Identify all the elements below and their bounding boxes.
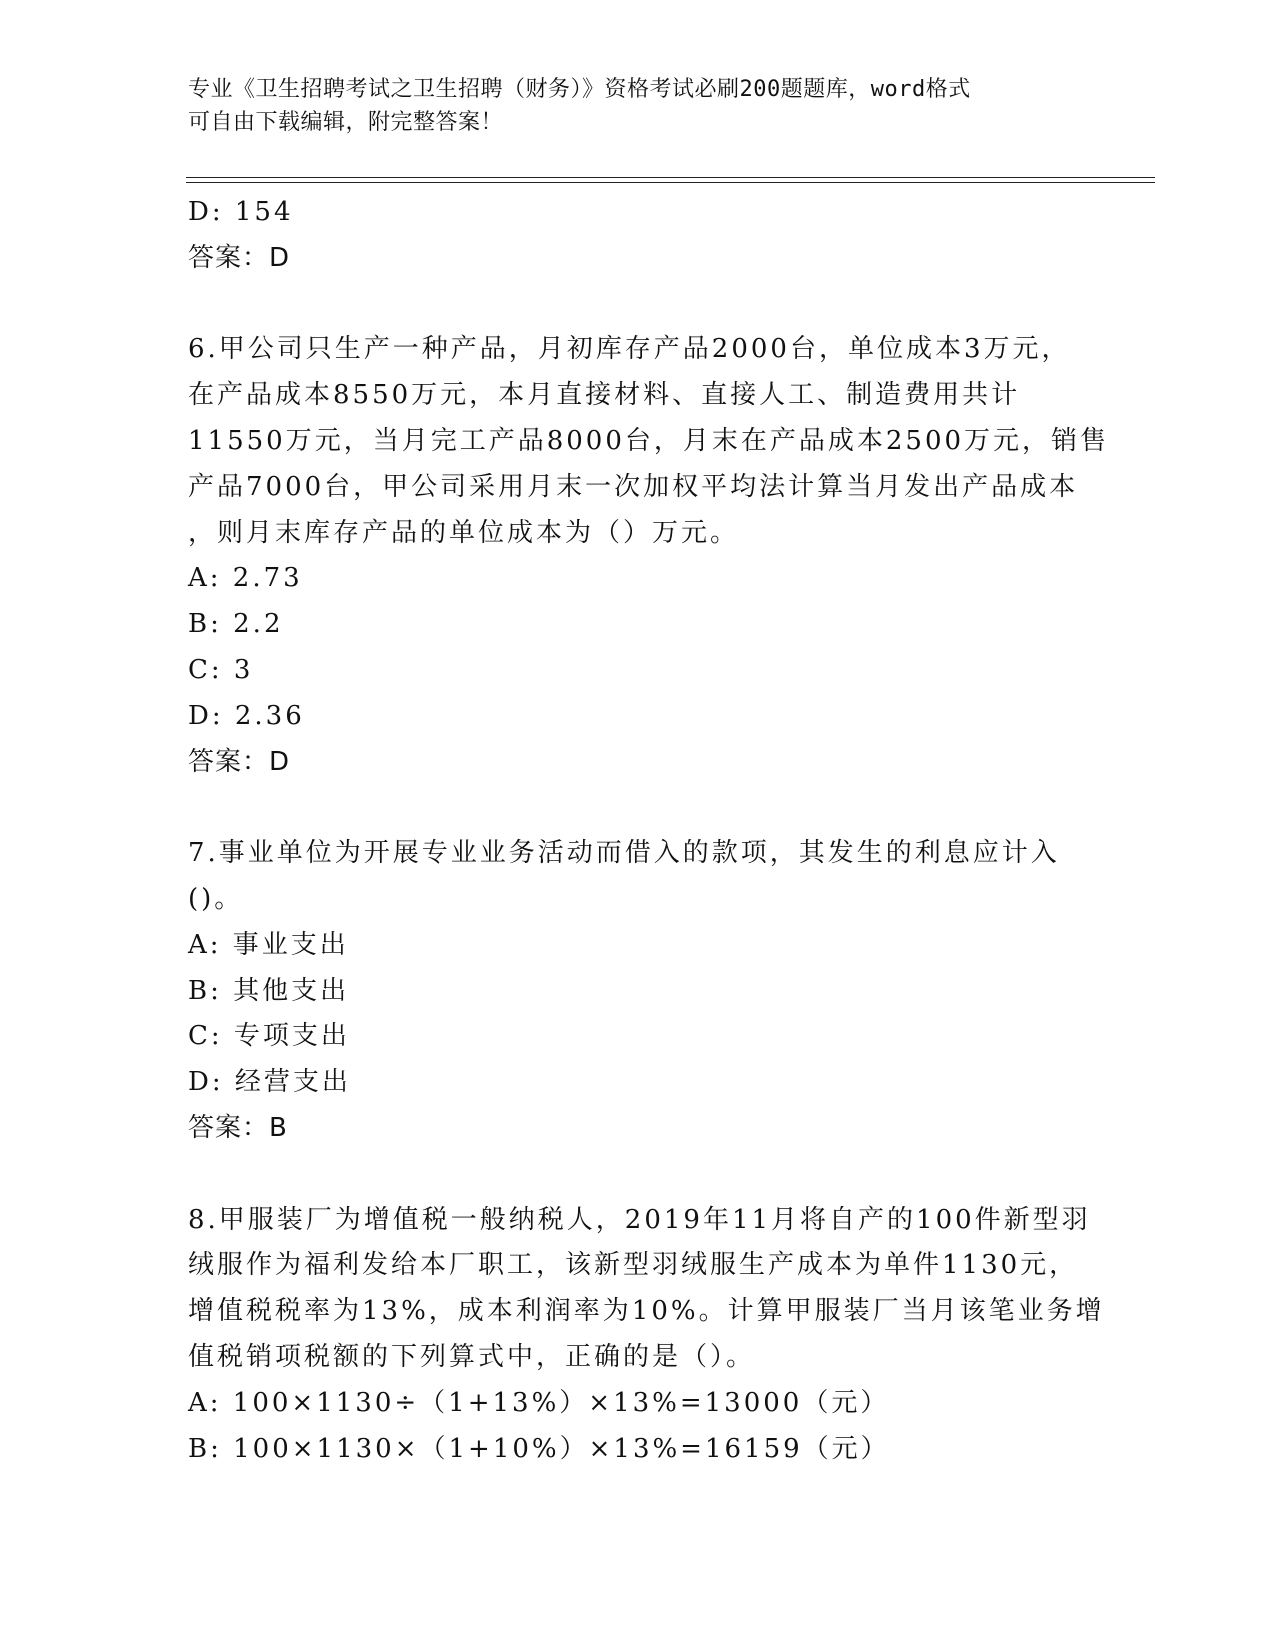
header-divider-top bbox=[186, 177, 1155, 178]
option-d: D: 经营支出 bbox=[188, 1067, 351, 1098]
option-a: A: 事业支出 bbox=[188, 929, 349, 960]
question-text-line: 11550万元，当月完工产品8000台，月末在产品成本2500万元，销售 bbox=[188, 425, 1110, 456]
question-8 bbox=[188, 1198, 1105, 1473]
option-c: C: 3 bbox=[188, 654, 254, 685]
answer-line: 答案：D bbox=[188, 242, 291, 273]
spacer bbox=[188, 1152, 1088, 1198]
question-text-line: ，则月末库存产品的单位成本为（）万元。 bbox=[188, 517, 740, 548]
question-6 bbox=[188, 327, 1110, 785]
question-text-line: 8.甲服装厂为增值税一般纳税人，2019年11月将自产的100件新型羽 bbox=[188, 1204, 1091, 1235]
question-5-tail bbox=[188, 190, 1088, 282]
header-divider-bottom bbox=[186, 182, 1155, 183]
option-a: A: 100×1130÷（1+13%）×13%=13000（元） bbox=[188, 1387, 890, 1418]
document-header bbox=[188, 73, 1068, 139]
option-c: C: 专项支出 bbox=[188, 1021, 350, 1052]
question-text-line: 7.事业单位为开展专业业务活动而借入的款项，其发生的利息应计入 bbox=[188, 838, 1060, 869]
question-text-line: 在产品成本8550万元，本月直接材料、直接人工、制造费用共计 bbox=[188, 380, 1021, 411]
header-title-line-2: 可自由下载编辑，附完整答案！ bbox=[188, 110, 504, 135]
question-text-line: 增值税税率为13%，成本利润率为10%。计算甲服装厂当月该笔业务增 bbox=[188, 1296, 1105, 1327]
question-7 bbox=[188, 831, 1088, 1152]
option-b: B: 其他支出 bbox=[188, 975, 350, 1006]
question-text-line: 6.甲公司只生产一种产品，月初库存产品2000台，单位成本3万元， bbox=[188, 334, 1071, 365]
answer-line: 答案：B bbox=[188, 1112, 288, 1143]
header-title-line-1: 专业《卫生招聘考试之卫生招聘（财务）》资格考试必刷200题题库，word格式 bbox=[188, 77, 971, 102]
spacer bbox=[188, 785, 1088, 831]
option-b: B: 100×1130×（1+10%）×13%=16159（元） bbox=[188, 1433, 890, 1464]
question-content bbox=[188, 190, 1110, 1472]
option-d: D: 154 bbox=[188, 197, 294, 227]
option-d: D: 2.36 bbox=[188, 700, 305, 731]
question-text-line: 绒服作为福利发给本厂职工，该新型羽绒服生产成本为单件1130元， bbox=[188, 1250, 1079, 1281]
answer-line: 答案：D bbox=[188, 746, 291, 777]
question-text-line: 值税销项税额的下列算式中，正确的是（）。 bbox=[188, 1341, 756, 1372]
spacer bbox=[188, 282, 1088, 328]
question-text-line: ()。 bbox=[188, 883, 244, 914]
question-text-line: 产品7000台，甲公司采用月末一次加权平均法计算当月发出产品成本 bbox=[188, 471, 1079, 502]
option-b: B: 2.2 bbox=[188, 609, 284, 640]
option-a: A: 2.73 bbox=[188, 563, 303, 594]
